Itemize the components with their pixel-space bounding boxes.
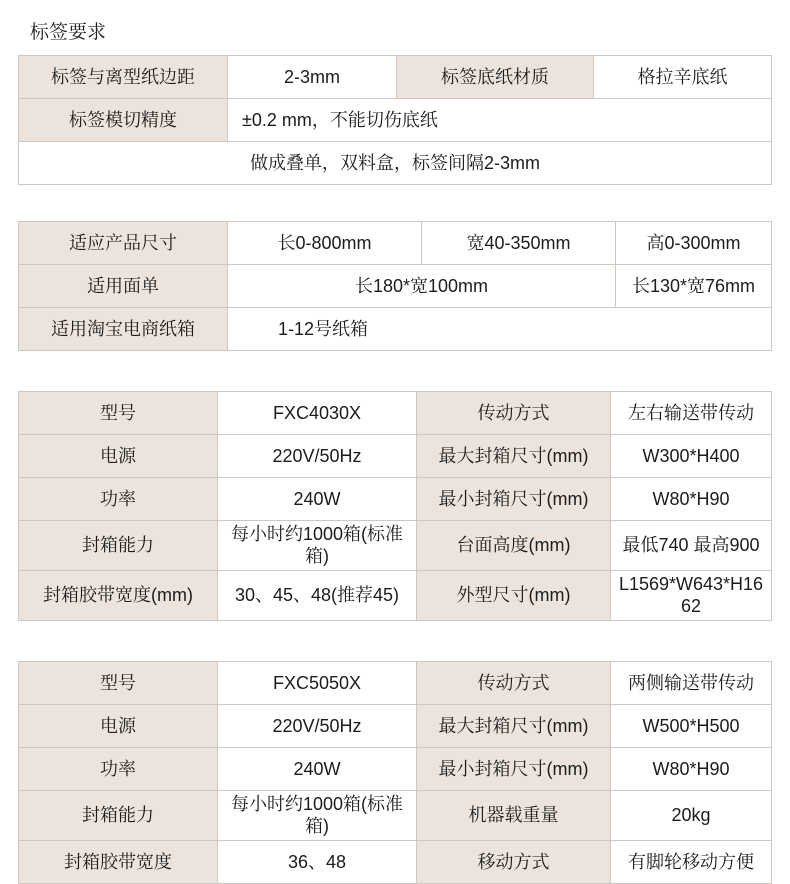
cell-min-size-header: 最小封箱尺寸(mm) (417, 477, 611, 520)
cell-product-width: 宽40-350mm (422, 221, 616, 264)
cell-mobility-header: 移动方式 (417, 840, 611, 883)
table-row (19, 477, 772, 520)
cell-max-size-value-2: W500*H500 (611, 704, 772, 747)
cell-overall-size-value: L1569*W643*H1662 (611, 570, 772, 620)
cell-tape-width-value: 30、45、48(推荐45) (218, 570, 417, 620)
table-row (19, 391, 772, 434)
machine-spec-table-fxc4030x (18, 391, 772, 621)
cell-drive-header: 传动方式 (417, 391, 611, 434)
machine-spec-table-fxc5050x (18, 661, 772, 884)
table-row (19, 747, 772, 790)
cell-wattage-value: 240W (218, 477, 417, 520)
table-row (19, 55, 772, 98)
cell-liner-material-value: 格拉辛底纸 (594, 55, 772, 98)
table-row (19, 520, 772, 570)
cell-min-size-value-2: W80*H90 (611, 747, 772, 790)
cell-max-size-header: 最大封箱尺寸(mm) (417, 434, 611, 477)
table-row (19, 434, 772, 477)
cell-power-source-header-2: 电源 (19, 704, 218, 747)
table-row (19, 264, 772, 307)
table-row (19, 570, 772, 620)
cell-drive-header-2: 传动方式 (417, 661, 611, 704)
spacer-1 (18, 185, 772, 221)
cell-capacity-value: 每小时约1000箱(标准箱) (218, 520, 417, 570)
cell-mobility-value: 有脚轮移动方便 (611, 840, 772, 883)
table-row (19, 704, 772, 747)
cell-fanfold-note: 做成叠单，双料盒，标签间隔2-3mm (19, 141, 772, 184)
cell-label-margin-header: 标签与离型纸边距 (19, 55, 228, 98)
cell-tape-width-value-2: 36、48 (218, 840, 417, 883)
cell-waybill-size-2: 长130*宽76mm (616, 264, 772, 307)
cell-die-cut-value: ±0.2 mm，不能切伤底纸 (228, 98, 772, 141)
table-row (19, 790, 772, 840)
cell-load-weight-value: 20kg (611, 790, 772, 840)
cell-power-source-value: 220V/50Hz (218, 434, 417, 477)
cell-waybill-size-1: 长180*宽100mm (228, 264, 616, 307)
cell-model-value: FXC4030X (218, 391, 417, 434)
cell-overall-size-header: 外型尺寸(mm) (417, 570, 611, 620)
product-dimension-table (18, 221, 772, 351)
cell-tape-width-header-2: 封箱胶带宽度 (19, 840, 218, 883)
cell-drive-value: 左右输送带传动 (611, 391, 772, 434)
cell-wattage-header-2: 功率 (19, 747, 218, 790)
cell-product-height: 高0-300mm (616, 221, 772, 264)
cell-label-margin-value: 2-3mm (228, 55, 397, 98)
cell-product-length: 长0-800mm (228, 221, 422, 264)
cell-max-size-header-2: 最大封箱尺寸(mm) (417, 704, 611, 747)
cell-max-size-value: W300*H400 (611, 434, 772, 477)
cell-waybill-header: 适用面单 (19, 264, 228, 307)
cell-model-value-2: FXC5050X (218, 661, 417, 704)
cell-model-header-2: 型号 (19, 661, 218, 704)
table-row (19, 98, 772, 141)
cell-min-size-header-2: 最小封箱尺寸(mm) (417, 747, 611, 790)
table-row (19, 307, 772, 350)
cell-carton-header: 适用淘宝电商纸箱 (19, 307, 228, 350)
page-title: 标签要求 (30, 22, 107, 43)
table-row (19, 141, 772, 184)
cell-power-source-value-2: 220V/50Hz (218, 704, 417, 747)
cell-liner-material-header: 标签底纸材质 (397, 55, 594, 98)
cell-carton-value: 1-12号纸箱 (228, 307, 772, 350)
cell-table-height-header: 台面高度(mm) (417, 520, 611, 570)
cell-capacity-value-2: 每小时约1000箱(标准箱) (218, 790, 417, 840)
cell-drive-value-2: 两侧输送带传动 (611, 661, 772, 704)
cell-capacity-header-2: 封箱能力 (19, 790, 218, 840)
cell-power-source-header: 电源 (19, 434, 218, 477)
table-row (19, 840, 772, 883)
cell-product-size-header: 适应产品尺寸 (19, 221, 228, 264)
table-row (19, 221, 772, 264)
label-requirements-table (18, 55, 772, 185)
cell-capacity-header: 封箱能力 (19, 520, 218, 570)
cell-wattage-header: 功率 (19, 477, 218, 520)
cell-tape-width-header: 封箱胶带宽度(mm) (19, 570, 218, 620)
cell-table-height-value: 最低740 最高900 (611, 520, 772, 570)
cell-load-weight-header: 机器载重量 (417, 790, 611, 840)
spacer-2 (18, 351, 772, 391)
cell-model-header: 型号 (19, 391, 218, 434)
table-row (19, 661, 772, 704)
cell-die-cut-header: 标签模切精度 (19, 98, 228, 141)
spacer-3 (18, 621, 772, 661)
cell-min-size-value: W80*H90 (611, 477, 772, 520)
cell-wattage-value-2: 240W (218, 747, 417, 790)
